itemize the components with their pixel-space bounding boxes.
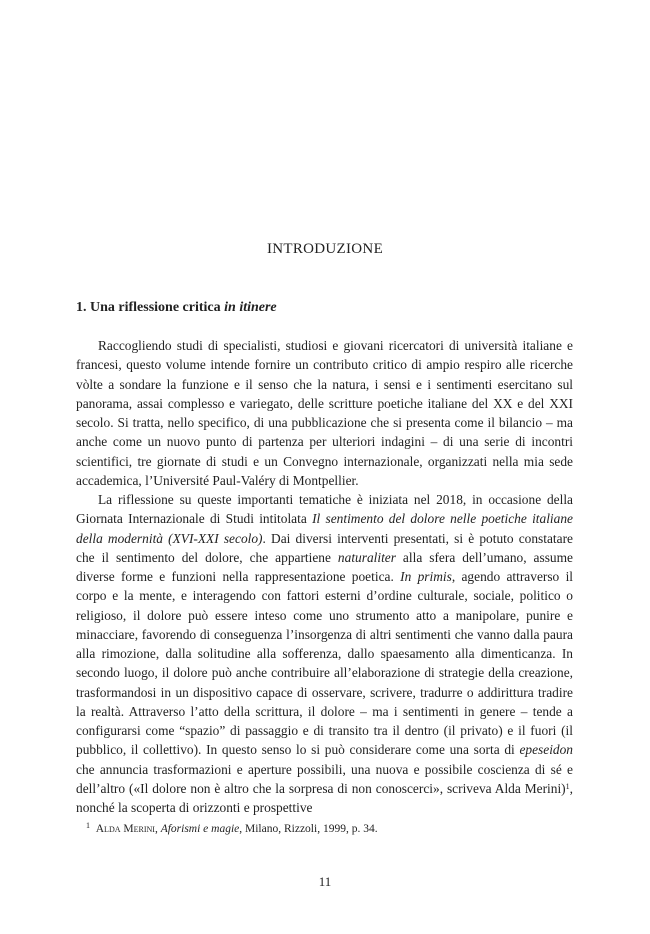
paragraph-2-text-3: alla sfera dell’umano, assume diverse forme e funzioni nella rappresentazione poetica.: [76, 549, 573, 584]
paragraph-2-text-2: . Dai diversi interventi presentati, si è potuto constatare che il sentimento del dolore, che appartiene: [76, 530, 574, 565]
paragraph-1-text: Raccogliendo studi di specialisti, studiosi e giovani ricercatori di università italiane e francesi, questo volume intende fornire un contributo critico di ampio respiro alle ricerche vòlte a sondare la funzione e il senso che la natura, i sensi e i sentimenti esercitano sul panorama, assai complesso e variegato, delle scritture poetiche italiane del XX e del XXI secolo. Si tratta, nello specifico, di una pubblicazione che si presenta come il bilancio – ma anche come un nuovo punto di partenza per ulteriori indagini – di una serie di incontri scientifici, tre giornate di studi e un Convegno internazionale, organizzati nella mia sede accademica, l’Université Paul-Valéry di Montpellier.: [76, 338, 573, 488]
paragraph-1: [76, 336, 573, 490]
section-number: 1.: [76, 300, 87, 315]
paragraph-2-text-4: , agendo attraverso il corpo e la mente, e interagendo con fattori esterni d’ordine culturale, sociale, politico o religioso, il dolore può essere inteso come uno strumento atto a manipolare, punire e minacciare, favorendo di conseguenza l’insorgenza di altri sentimenti che vanno dalla paura alla rimozione, dalla solitudine alla sofferenza, dallo spaesamento alla dimenticanza. In secondo luogo, il dolore può anche contribuire all’elaborazione di strategie della creazione, trasformandosi in un dispositivo capace di osservare, scrivere, tradurre o addirittura tradire la realtà. Attraverso l’atto della scrittura, il dolore – ma i sentimenti in genere – tende a configurarsi come “spazio” di passaggio e di transito tra il dentro (il privato) e il fuori (il pubblico, il collettivo). In questo senso lo si può considerare come una sorta di: [76, 569, 574, 758]
section-title: Una riflessione critica: [90, 300, 221, 315]
footnote-marker: 1: [86, 821, 90, 830]
chapter-title: INTRODUZIONE: [266, 241, 384, 257]
footnote-author: Alda Merini: [95, 823, 155, 835]
footnote-reference: 1: [565, 781, 570, 791]
work-title-italic: Il sentimento del dolore nelle poetiche italiane della modernità (XVI-XXI secolo): [76, 511, 573, 546]
latin-term-naturaliter: naturaliter: [337, 549, 396, 565]
footnote-work-title: Aforismi e magie: [160, 823, 240, 835]
paragraph-2-text-6: , nonché la scoperta di orizzonti e prospettive: [76, 780, 573, 815]
paragraph-2-text-1: La riflessione su queste importanti tematiche è iniziata nel 2018, in occasione della Giornata Internazionale di Studi intitolata: [76, 492, 573, 527]
paragraph-2: [76, 490, 573, 817]
page-number: 11: [318, 874, 332, 889]
section-title-italic: in itinere: [224, 300, 277, 315]
paragraph-2-text-5: che annuncia trasformazioni e aperture possibili, una nuova e possibile coscienza di sé e dell’altro («Il dolore non è altro che la sorpresa di non conoscerci», scriveva Alda Merini): [76, 761, 573, 796]
footnote: $^1$ Alda Merini, Aforismi e magie, Milano, Rizzoli, 1999, p. 34.: [86, 821, 378, 835]
body-text: [76, 336, 573, 817]
latin-term-in-primis: In primis: [400, 569, 452, 584]
footnote-details: , Milano, Rizzoli, 1999, p. 34.: [239, 823, 378, 835]
section-heading: [76, 300, 277, 316]
greek-term-epeseidon: epeseidon: [519, 742, 573, 758]
